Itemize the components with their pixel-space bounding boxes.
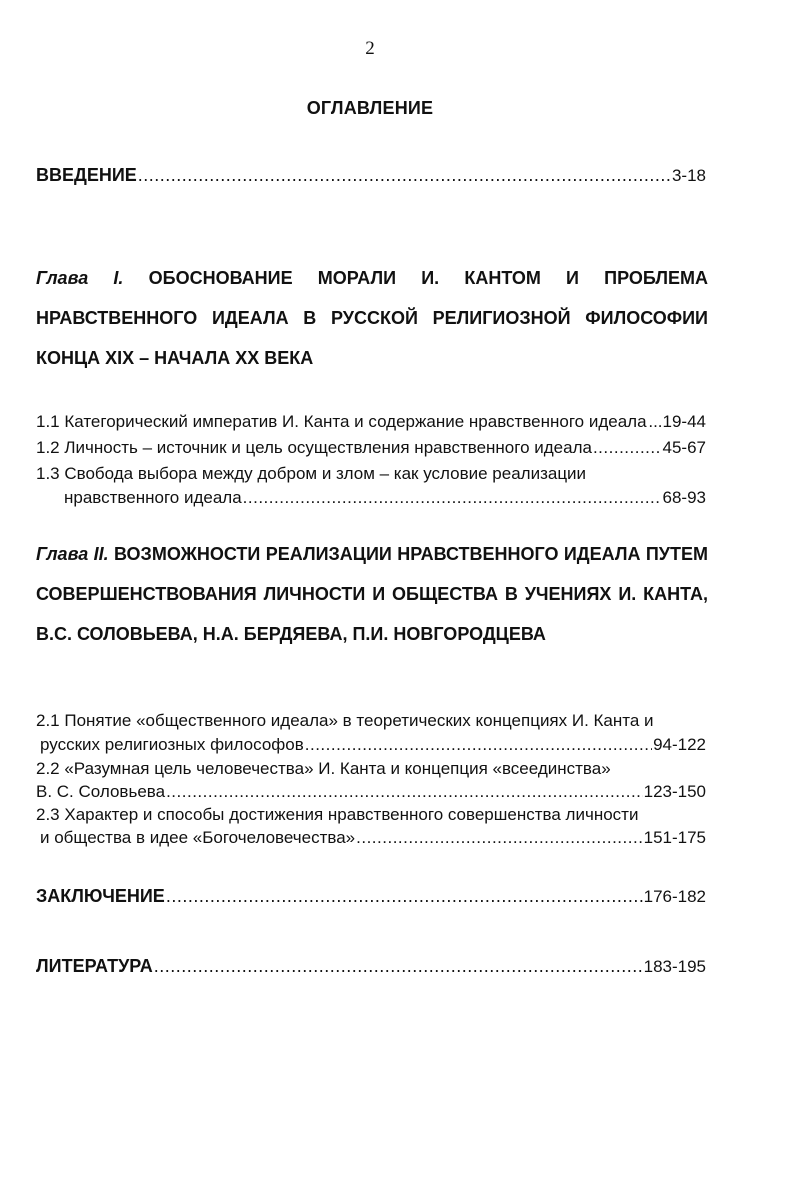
chapter-2-heading bbox=[36, 534, 708, 654]
chapter-1-title: ОБОСНОВАНИЕ МОРАЛИ И. КАНТОМ И ПРОБЛЕМА НРАВСТВЕННОГО ИДЕАЛА В РУССКОЙ РЕЛИГИОЗНОЙ ФИЛОСОФИИ КОНЦА XIX – НАЧАЛА XX ВЕКА bbox=[36, 268, 709, 368]
dot-leader bbox=[305, 733, 652, 757]
dot-leader bbox=[138, 163, 671, 187]
toc-entry-1-3-line1[interactable]: 1.3 Свобода выбора между добром и злом – как условие реализации bbox=[36, 464, 587, 483]
dot-leader bbox=[243, 486, 662, 510]
dot-leader bbox=[154, 954, 643, 978]
toc-entry-pages: 183-195 bbox=[643, 957, 706, 976]
toc-entry-2-1-line1[interactable]: 2.1 Понятие «общественного идеала» в теоретических концепциях И. Канта и bbox=[36, 711, 654, 730]
toc-entry-label: ЗАКЛЮЧЕНИЕ bbox=[36, 886, 165, 906]
chapter-1-heading bbox=[36, 258, 708, 378]
dot-leader bbox=[166, 780, 643, 804]
toc-entry-1-1[interactable] bbox=[36, 410, 706, 434]
toc-entry-2-3[interactable] bbox=[40, 826, 706, 850]
toc-entry-1-2[interactable] bbox=[36, 436, 706, 460]
toc-entry-2-1[interactable] bbox=[40, 733, 706, 757]
toc-entry-intro[interactable] bbox=[36, 163, 706, 188]
dot-leader bbox=[593, 436, 662, 460]
toc-entry-2-2-line1[interactable]: 2.2 «Разумная цель человечества» И. Канта и концепция «всеединства» bbox=[36, 759, 611, 778]
toc-entry-pages: 3-18 bbox=[671, 166, 706, 185]
toc-entry-pages: ...19-44 bbox=[648, 412, 706, 431]
dot-leader bbox=[356, 826, 642, 850]
page-number: 2 bbox=[365, 38, 375, 59]
chapter-1-label: Глава I. bbox=[36, 268, 124, 288]
toc-entry-literature[interactable] bbox=[36, 954, 706, 979]
toc-entry-text: 1.2 Личность – источник и цель осуществления нравственного идеала bbox=[36, 438, 592, 457]
toc-entry-pages: 68-93 bbox=[662, 488, 706, 507]
toc-entry-conclusion[interactable] bbox=[36, 884, 706, 909]
toc-entry-2-3-line1[interactable]: 2.3 Характер и способы достижения нравственного совершенства личности bbox=[36, 805, 639, 824]
toc-entry-1-3[interactable] bbox=[64, 486, 706, 510]
toc-entry-label: ЛИТЕРАТУРА bbox=[36, 956, 153, 976]
toc-entry-text: русских религиозных философов bbox=[40, 735, 304, 754]
toc-entry-text: и общества в идее «Богочеловечества» bbox=[40, 828, 356, 847]
toc-entry-pages: 45-67 bbox=[662, 438, 706, 457]
toc-title: ОГЛАВЛЕНИЕ bbox=[306, 98, 434, 118]
chapter-2-label: Глава II. bbox=[36, 544, 109, 564]
toc-entry-pages: 94-122 bbox=[653, 735, 706, 754]
toc-entry-text: нравственного идеала bbox=[64, 488, 242, 507]
dot-leader bbox=[166, 884, 643, 908]
chapter-2-title: ВОЗМОЖНОСТИ РЕАЛИЗАЦИИ НРАВСТВЕННОГО ИДЕАЛА ПУТЕМ СОВЕРШЕНСТВОВАНИЯ ЛИЧНОСТИ И ОБЩЕСТВА В УЧЕНИЯХ И. КАНТА, В.С. СОЛОВЬЕВА, Н.А. БЕРДЯЕВА, П.И. НОВГОРОДЦЕВА bbox=[36, 544, 708, 644]
toc-entry-pages: 123-150 bbox=[643, 782, 706, 801]
toc-entry-label: ВВЕДЕНИЕ bbox=[36, 165, 137, 185]
toc-entry-2-2[interactable] bbox=[36, 780, 706, 804]
toc-entry-text: В. С. Соловьева bbox=[36, 782, 166, 801]
toc-entry-pages: 151-175 bbox=[643, 828, 706, 847]
toc-entry-pages: 176-182 bbox=[643, 887, 706, 906]
toc-entry-text: 1.1 Категорический императив И. Канта и содержание нравственного идеала bbox=[36, 412, 647, 431]
